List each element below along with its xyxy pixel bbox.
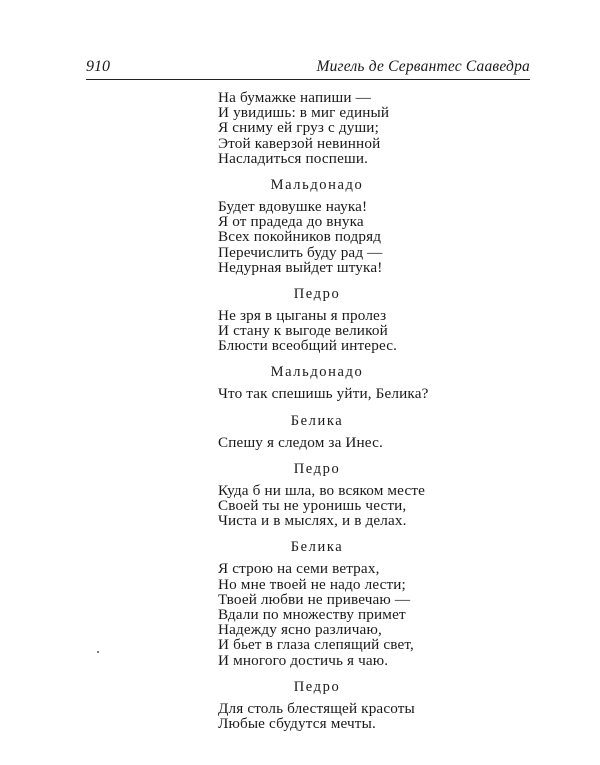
page-header: [86, 55, 530, 80]
speaker-name: Белика: [290, 539, 344, 556]
verse-line: И увидишь: в миг единый: [218, 104, 390, 122]
verse-line: Блюсти всеобщий интерес.: [218, 337, 398, 355]
verse-line: Чиста и в мыслях, и в делах.: [218, 512, 407, 530]
speaker-name: Педро: [293, 460, 341, 477]
stanza: [218, 199, 558, 275]
verse-line: И стану к выгоде великой: [218, 322, 388, 340]
stanza: [218, 483, 558, 529]
verse-line: Перечислить буду рад —: [218, 243, 383, 261]
speaker-name: Педро: [293, 678, 341, 695]
page-number: 910: [86, 58, 110, 75]
speaker-name: Мальдонадо: [270, 364, 364, 381]
play-text: [218, 90, 558, 731]
verse-line: Куда б ни шла, во всяком месте: [218, 481, 426, 499]
stanza: [218, 90, 558, 166]
verse-line: Я сниму ей груз с души;: [218, 119, 379, 137]
verse-line: Насладиться поспеши.: [218, 149, 369, 167]
verse-line: Вдали по множеству примет: [218, 605, 406, 623]
verse-line: Этой каверзой невинной: [218, 134, 381, 152]
verse-line: И бьет в глаза слепящий свет,: [218, 636, 415, 654]
verse-line: И многого достичь я чаю.: [218, 651, 389, 669]
verse-line: Я от прадеда до внука: [218, 213, 364, 231]
speaker-name: Мальдонадо: [270, 176, 364, 193]
running-title: Мигель де Сервантес Сааведра: [316, 58, 530, 75]
stanza: [218, 435, 558, 450]
verse-line: Всех покойников подряд: [218, 228, 382, 246]
speaker-name: Педро: [293, 285, 341, 302]
stanza: [218, 386, 558, 401]
print-speck: [97, 651, 99, 653]
verse-line: Но мне твоей не надо лести;: [218, 575, 406, 593]
verse-line: Что так спешишь уйти, Белика?: [218, 385, 429, 403]
verse-line: Будет вдовушке наука!: [218, 197, 368, 215]
verse-line: Я строю на семи ветрах,: [218, 560, 380, 578]
stanza: [218, 561, 558, 667]
speaker-name: Белика: [290, 412, 344, 429]
stanza: [218, 308, 558, 354]
verse-line: На бумажке напиши —: [218, 89, 371, 106]
verse-line: Своей ты не уронишь чести,: [218, 497, 407, 514]
verse-line: Надежду ясно различаю,: [218, 621, 382, 639]
verse-line: Спешу я следом за Инес.: [218, 433, 383, 451]
verse-line: Твоей любви не привечаю —: [218, 590, 411, 608]
verse-line: Недурная выйдет штука!: [218, 258, 383, 276]
verse-line: Любые сбудутся мечты.: [218, 714, 376, 732]
verse-line: Для столь блестящей красоты: [218, 699, 415, 717]
verse-line: Не зря в цыганы я пролез: [218, 306, 387, 324]
stanza: [218, 701, 558, 731]
